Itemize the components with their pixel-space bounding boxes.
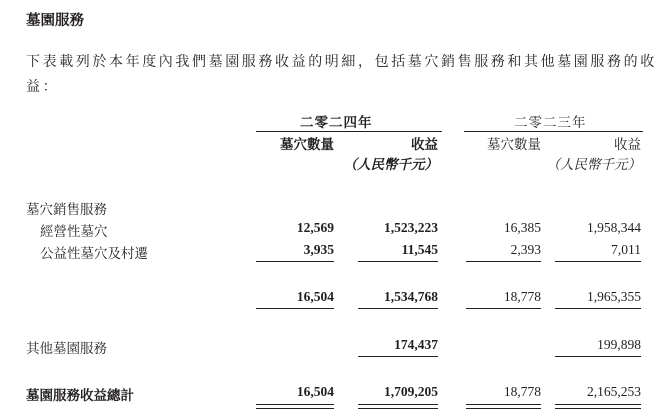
public-welfare-units-2024: 3,935 <box>303 242 334 257</box>
subtotal-revenue-2024: 1,534,768 <box>384 289 438 304</box>
year-2023-header: 二零二三年 <box>514 115 587 131</box>
double-rule-top-units-2023 <box>466 404 541 405</box>
col-revenue-2023: 收益 <box>614 137 641 153</box>
total-rule-units-2024 <box>256 308 334 309</box>
operating-units-2023: 16,385 <box>503 220 541 235</box>
total-rule-units-2023 <box>466 308 541 309</box>
year-2023-underline <box>464 131 643 132</box>
operating-revenue-2023: 1,958,344 <box>587 220 641 235</box>
subtotal-rule-revenue-2023 <box>555 261 641 262</box>
public-welfare-revenue-2024: 11,545 <box>401 242 438 257</box>
subtotal-rule-units-2023 <box>466 261 541 262</box>
row-total-label: 墓園服務收益總計 <box>26 388 134 404</box>
total-rule-revenue-2023 <box>555 308 641 309</box>
total-rule-revenue-2024 <box>358 308 438 309</box>
row-operating-label: 經營性墓穴 <box>40 224 108 240</box>
intro-text-line-1: 下表載列於本年度內我們墓園服務收益的明細，包括墓穴銷售服務和其他墓園服務的收 <box>26 54 657 70</box>
subtotal-revenue-2023: 1,965,355 <box>587 289 641 304</box>
public-welfare-revenue-2023: 7,011 <box>611 242 641 257</box>
subtotal-rule-units-2024 <box>256 261 334 262</box>
other-revenue-2024: 174,437 <box>394 337 438 352</box>
total-revenue-2023: 2,165,253 <box>587 384 641 399</box>
other-rule-revenue-2023 <box>555 356 641 357</box>
other-revenue-2023: 199,898 <box>597 337 641 352</box>
double-rule-top-revenue-2024 <box>358 404 438 405</box>
section-title: 墓園服務 <box>26 12 84 29</box>
operating-units-2024: 12,569 <box>296 220 334 235</box>
unit-2023: （人民幣千元） <box>546 157 641 173</box>
subtotal-units-2024: 16,504 <box>296 289 334 304</box>
row-other-label: 其他墓園服務 <box>26 341 107 357</box>
other-rule-revenue-2024 <box>358 356 438 357</box>
col-units-2023: 墓穴數量 <box>487 137 541 153</box>
row-burial-sales-label: 墓穴銷售服務 <box>26 202 107 218</box>
subtotal-units-2023: 18,778 <box>503 289 541 304</box>
public-welfare-units-2023: 2,393 <box>510 242 541 257</box>
intro-text-line-2: 益： <box>26 79 60 95</box>
operating-revenue-2024: 1,523,223 <box>384 220 438 235</box>
double-rule-bottom-revenue-2024 <box>358 408 438 409</box>
unit-2024: （人民幣千元） <box>343 157 438 173</box>
double-rule-bottom-units-2024 <box>256 408 334 409</box>
col-revenue-2024: 收益 <box>411 137 438 153</box>
double-rule-top-units-2024 <box>256 404 334 405</box>
total-units-2024: 16,504 <box>296 384 334 399</box>
row-public-welfare-label: 公益性墓穴及村遷 <box>40 246 148 262</box>
year-2024-underline <box>256 131 442 132</box>
double-rule-top-revenue-2023 <box>555 404 641 405</box>
double-rule-bottom-revenue-2023 <box>555 408 641 409</box>
subtotal-rule-revenue-2024 <box>358 261 438 262</box>
total-units-2023: 18,778 <box>503 384 541 399</box>
total-revenue-2024: 1,709,205 <box>384 384 438 399</box>
col-units-2024: 墓穴數量 <box>280 137 334 153</box>
double-rule-bottom-units-2023 <box>466 408 541 409</box>
year-2024-header: 二零二四年 <box>300 115 373 131</box>
